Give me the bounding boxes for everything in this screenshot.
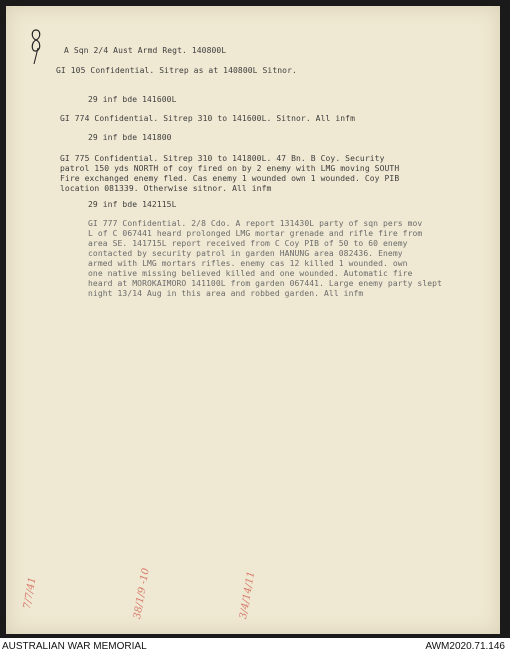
doc-line-12: L of C 067441 heard prolonged LMG mortar grenade and rifle fire from [88, 229, 423, 238]
doc-line-1: A Sqn 2/4 Aust Armd Regt. 140800L [64, 46, 227, 55]
doc-line-10: 29 inf bde 142115L [88, 200, 177, 209]
doc-line-16: one native missing believed killed and one wounded. Automatic fire [88, 269, 413, 278]
archive-name: AUSTRALIAN WAR MEMORIAL [2, 641, 147, 652]
doc-line-6: GI 775 Confidential. Sitrep 310 to 141800L. 47 Bn. B Coy. Security [60, 154, 385, 163]
pencil-note-2: 38/1/9 -10 [132, 567, 152, 620]
doc-line-15: armed with LMG mortars rifles. enemy cas 12 killed 1 wounded. own [88, 259, 408, 268]
doc-line-3: 29 inf bde 141600L [88, 95, 177, 104]
handwritten-mark-icon [28, 28, 44, 66]
doc-line-17: heard at MOROKAIMORO 141100L from garden 067441. Large enemy party slept [88, 279, 442, 288]
doc-line-4: GI 774 Confidential. Sitrep 310 to 141600L. Sitnor. All infm [60, 114, 355, 123]
doc-line-8: Fire exchanged enemy fled. Cas enemy 1 wounded own 1 wounded. Coy PIB [60, 174, 400, 183]
doc-line-5: 29 inf bde 141800 [88, 133, 172, 142]
archive-footer [0, 640, 510, 653]
doc-line-2: GI 105 Confidential. Sitrep as at 140800L Sitnor. [56, 66, 297, 75]
doc-line-9: location 081339. Otherwise sitnor. All infm [60, 184, 272, 193]
doc-line-11: GI 777 Confidential. 2/8 Cdo. A report 131430L party of sqn pers mov [88, 219, 423, 228]
pencil-note-3: 3/4/14/11 [238, 570, 258, 620]
doc-line-18: night 13/14 Aug in this area and robbed garden. All infm [88, 289, 364, 298]
doc-line-13: area SE. 141715L report received from C Coy PIB of 50 to 60 enemy [88, 239, 408, 248]
doc-line-7: patrol 150 yds NORTH of coy fired on by 2 enemy with LMG moving SOUTH [60, 164, 400, 173]
archive-reference: AWM2020.71.146 [425, 641, 505, 652]
pencil-note-1: 7/7/41 [22, 576, 39, 610]
doc-line-14: contacted by security patrol in garden HANUNG area 082436. Enemy [88, 249, 403, 258]
document-page [6, 6, 500, 634]
